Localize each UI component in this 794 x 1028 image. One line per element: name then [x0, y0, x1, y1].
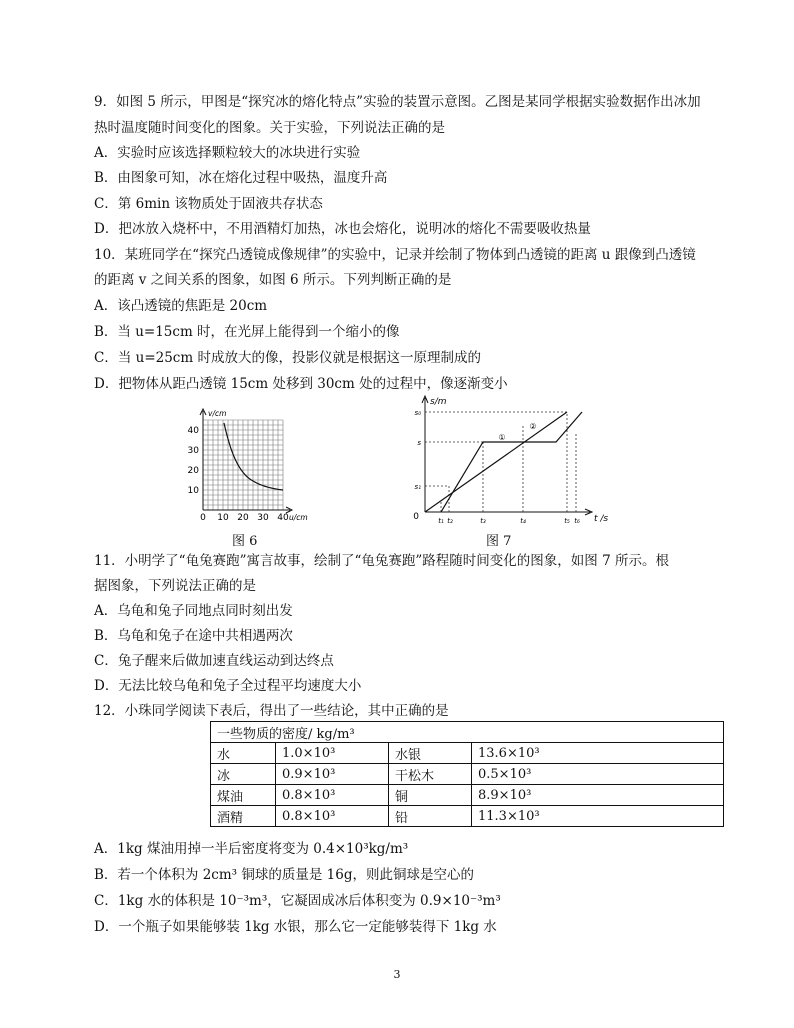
figure-7-guide-lines [425, 412, 576, 512]
q10-option-a: A．该凸透镜的焦距是 20cm [94, 298, 268, 314]
q11-option-b: B．乌龟和兔子在途中共相遇两次 [94, 628, 293, 644]
table-cell: 13.6×10³ [472, 743, 724, 764]
q12-option-b: B．若一个体积为 2cm³ 铜球的质量是 16g，则此铜球是空心的 [94, 867, 474, 883]
table-cell: 铅 [389, 806, 472, 827]
table-row [211, 806, 724, 827]
q9-option-c: C．第 6min 该物质处于固液共存状态 [94, 196, 323, 212]
density-table-title: 一些物质的密度/ kg/m³ [211, 722, 724, 743]
figure-6-x-tick-40: 40 [277, 513, 289, 523]
table-cell: 干松木 [389, 764, 472, 785]
figure-7-x-axis-label: t /s [594, 514, 609, 524]
q9-option-b: B．由图象可知，冰在熔化过程中吸热，温度升高 [94, 170, 388, 186]
q10-stem-line2: 的距离 v 之间关系的图象，如图 6 所示。下列判断正确的是 [94, 272, 452, 288]
q10-option-d: D．把物体从距凸透镜 15cm 处移到 30cm 处的过程中，像逐渐变小 [94, 376, 508, 392]
figure-7-x-tick-t5: t₅ [564, 517, 570, 525]
figure-7-axes [422, 396, 592, 515]
figure-6-x-axis-label: u/cm [289, 513, 308, 522]
figure-7-x-tick-t3: t₃ [480, 517, 486, 525]
figure-6-y-tick-30: 30 [187, 446, 199, 456]
table-cell: 冰 [211, 764, 276, 785]
table-row [211, 764, 724, 785]
figure-6-graph [178, 405, 318, 523]
table-cell: 1.0×10³ [276, 743, 389, 764]
density-table [210, 721, 724, 827]
density-table-title-row [211, 722, 724, 743]
table-cell: 8.9×10³ [472, 785, 724, 806]
table-cell: 11.3×10³ [472, 806, 724, 827]
table-cell: 水银 [389, 743, 472, 764]
figure-6-y-tick-40: 40 [187, 426, 199, 436]
table-cell: 0.5×10³ [472, 764, 724, 785]
page-number: 3 [393, 968, 401, 981]
q12-option-a: A．1kg 煤油用掉一半后密度将变为 0.4×10³kg/m³ [94, 841, 409, 857]
figure-7-y-tick-s1: s₁ [414, 483, 421, 491]
figure-6-y-tick-10: 10 [187, 486, 199, 496]
figure-6-grid [203, 420, 283, 510]
table-cell: 0.9×10³ [276, 764, 389, 785]
q10-stem-line1: 10．某班同学在“探究凸透镜成像规律”的实验中，记录并绘制了物体到凸透镜的距离 u 跟像到凸透镜 [94, 247, 696, 263]
table-cell: 煤油 [211, 785, 276, 806]
q9-stem-line2: 热时温度随时间变化的图象。关于实验，下列说法正确的是 [94, 120, 445, 136]
figure-7-y-tick-s0: s₀ [414, 409, 421, 417]
figure-7-graph [405, 392, 615, 528]
q9-option-d: D．把冰放入烧杯中，不用酒精灯加热，冰也会熔化，说明冰的熔化不需要吸收热量 [94, 221, 591, 237]
figure-7-origin-label: 0 [413, 512, 419, 522]
q11-option-d: D．无法比较乌龟和兔子全过程平均速度大小 [94, 678, 362, 694]
table-cell: 水 [211, 743, 276, 764]
figure-7-rabbit-line [441, 412, 582, 512]
q11-option-a: A．乌龟和兔子同地点同时刻出发 [94, 603, 293, 619]
q10-option-b: B．当 u=15cm 时，在光屏上能得到一个缩小的像 [94, 324, 400, 340]
q9-option-a: A．实验时应该选择颗粒较大的冰块进行实验 [94, 145, 361, 161]
figure-6-x-tick-10: 10 [217, 513, 229, 523]
q12-option-c: C．1kg 水的体积是 10⁻³m³，它凝固成冰后体积变为 0.9×10⁻³m³ [94, 893, 501, 909]
figure-6-x-tick-0: 0 [200, 513, 206, 523]
figure-7-tortoise-line [425, 412, 567, 512]
figure-7-curve-label-2: ② [529, 422, 537, 431]
q11-option-c: C．兔子醒来后做加速直线运动到达终点 [94, 653, 334, 669]
table-cell: 0.8×10³ [276, 806, 389, 827]
q11-stem-line1: 11．小明学了“龟兔赛跑”寓言故事，绘制了“龟兔赛跑”路程随时间变化的图象，如图 7 所示。根 [94, 553, 669, 569]
figure-6-y-tick-20: 20 [187, 466, 199, 476]
figure-6-x-tick-30: 30 [257, 513, 269, 523]
q10-option-c: C．当 u=25cm 时成放大的像，投影仪就是根据这一原理制成的 [94, 350, 481, 366]
figure-7-x-tick-t2: t₂ [447, 517, 453, 525]
figure-7-y-tick-s: s [417, 439, 421, 447]
table-row [211, 785, 724, 806]
q11-stem-line2: 据图象，下列说法正确的是 [94, 578, 256, 594]
figure-6-x-tick-20: 20 [237, 513, 249, 523]
table-row [211, 743, 724, 764]
figure-7-x-tick-t4: t₄ [520, 517, 526, 525]
q9-stem-line1: 9．如图 5 所示，甲图是“探究冰的熔化特点”实验的装置示意图。乙图是某同学根据实验数据作出冰加 [94, 94, 701, 110]
table-cell: 0.8×10³ [276, 785, 389, 806]
q12-option-d: D．一个瓶子如果能够装 1kg 水银，那么它一定能够装得下 1kg 水 [94, 919, 497, 935]
q12-stem: 12．小珠同学阅读下表后，得出了一些结论，其中正确的是 [94, 703, 449, 719]
figure-7-y-axis-label: s/m [430, 397, 447, 407]
figure-7-x-tick-t6: t₆ [574, 517, 580, 525]
figure-7-x-tick-t1: t₁ [438, 517, 444, 525]
table-cell: 酒精 [211, 806, 276, 827]
figure-6-caption: 图 6 [232, 534, 258, 549]
table-cell: 铜 [389, 785, 472, 806]
figure-7-caption: 图 7 [486, 534, 512, 549]
figure-7-curve-label-1: ① [498, 433, 506, 442]
figure-6-y-axis-label: v/cm [208, 409, 227, 418]
